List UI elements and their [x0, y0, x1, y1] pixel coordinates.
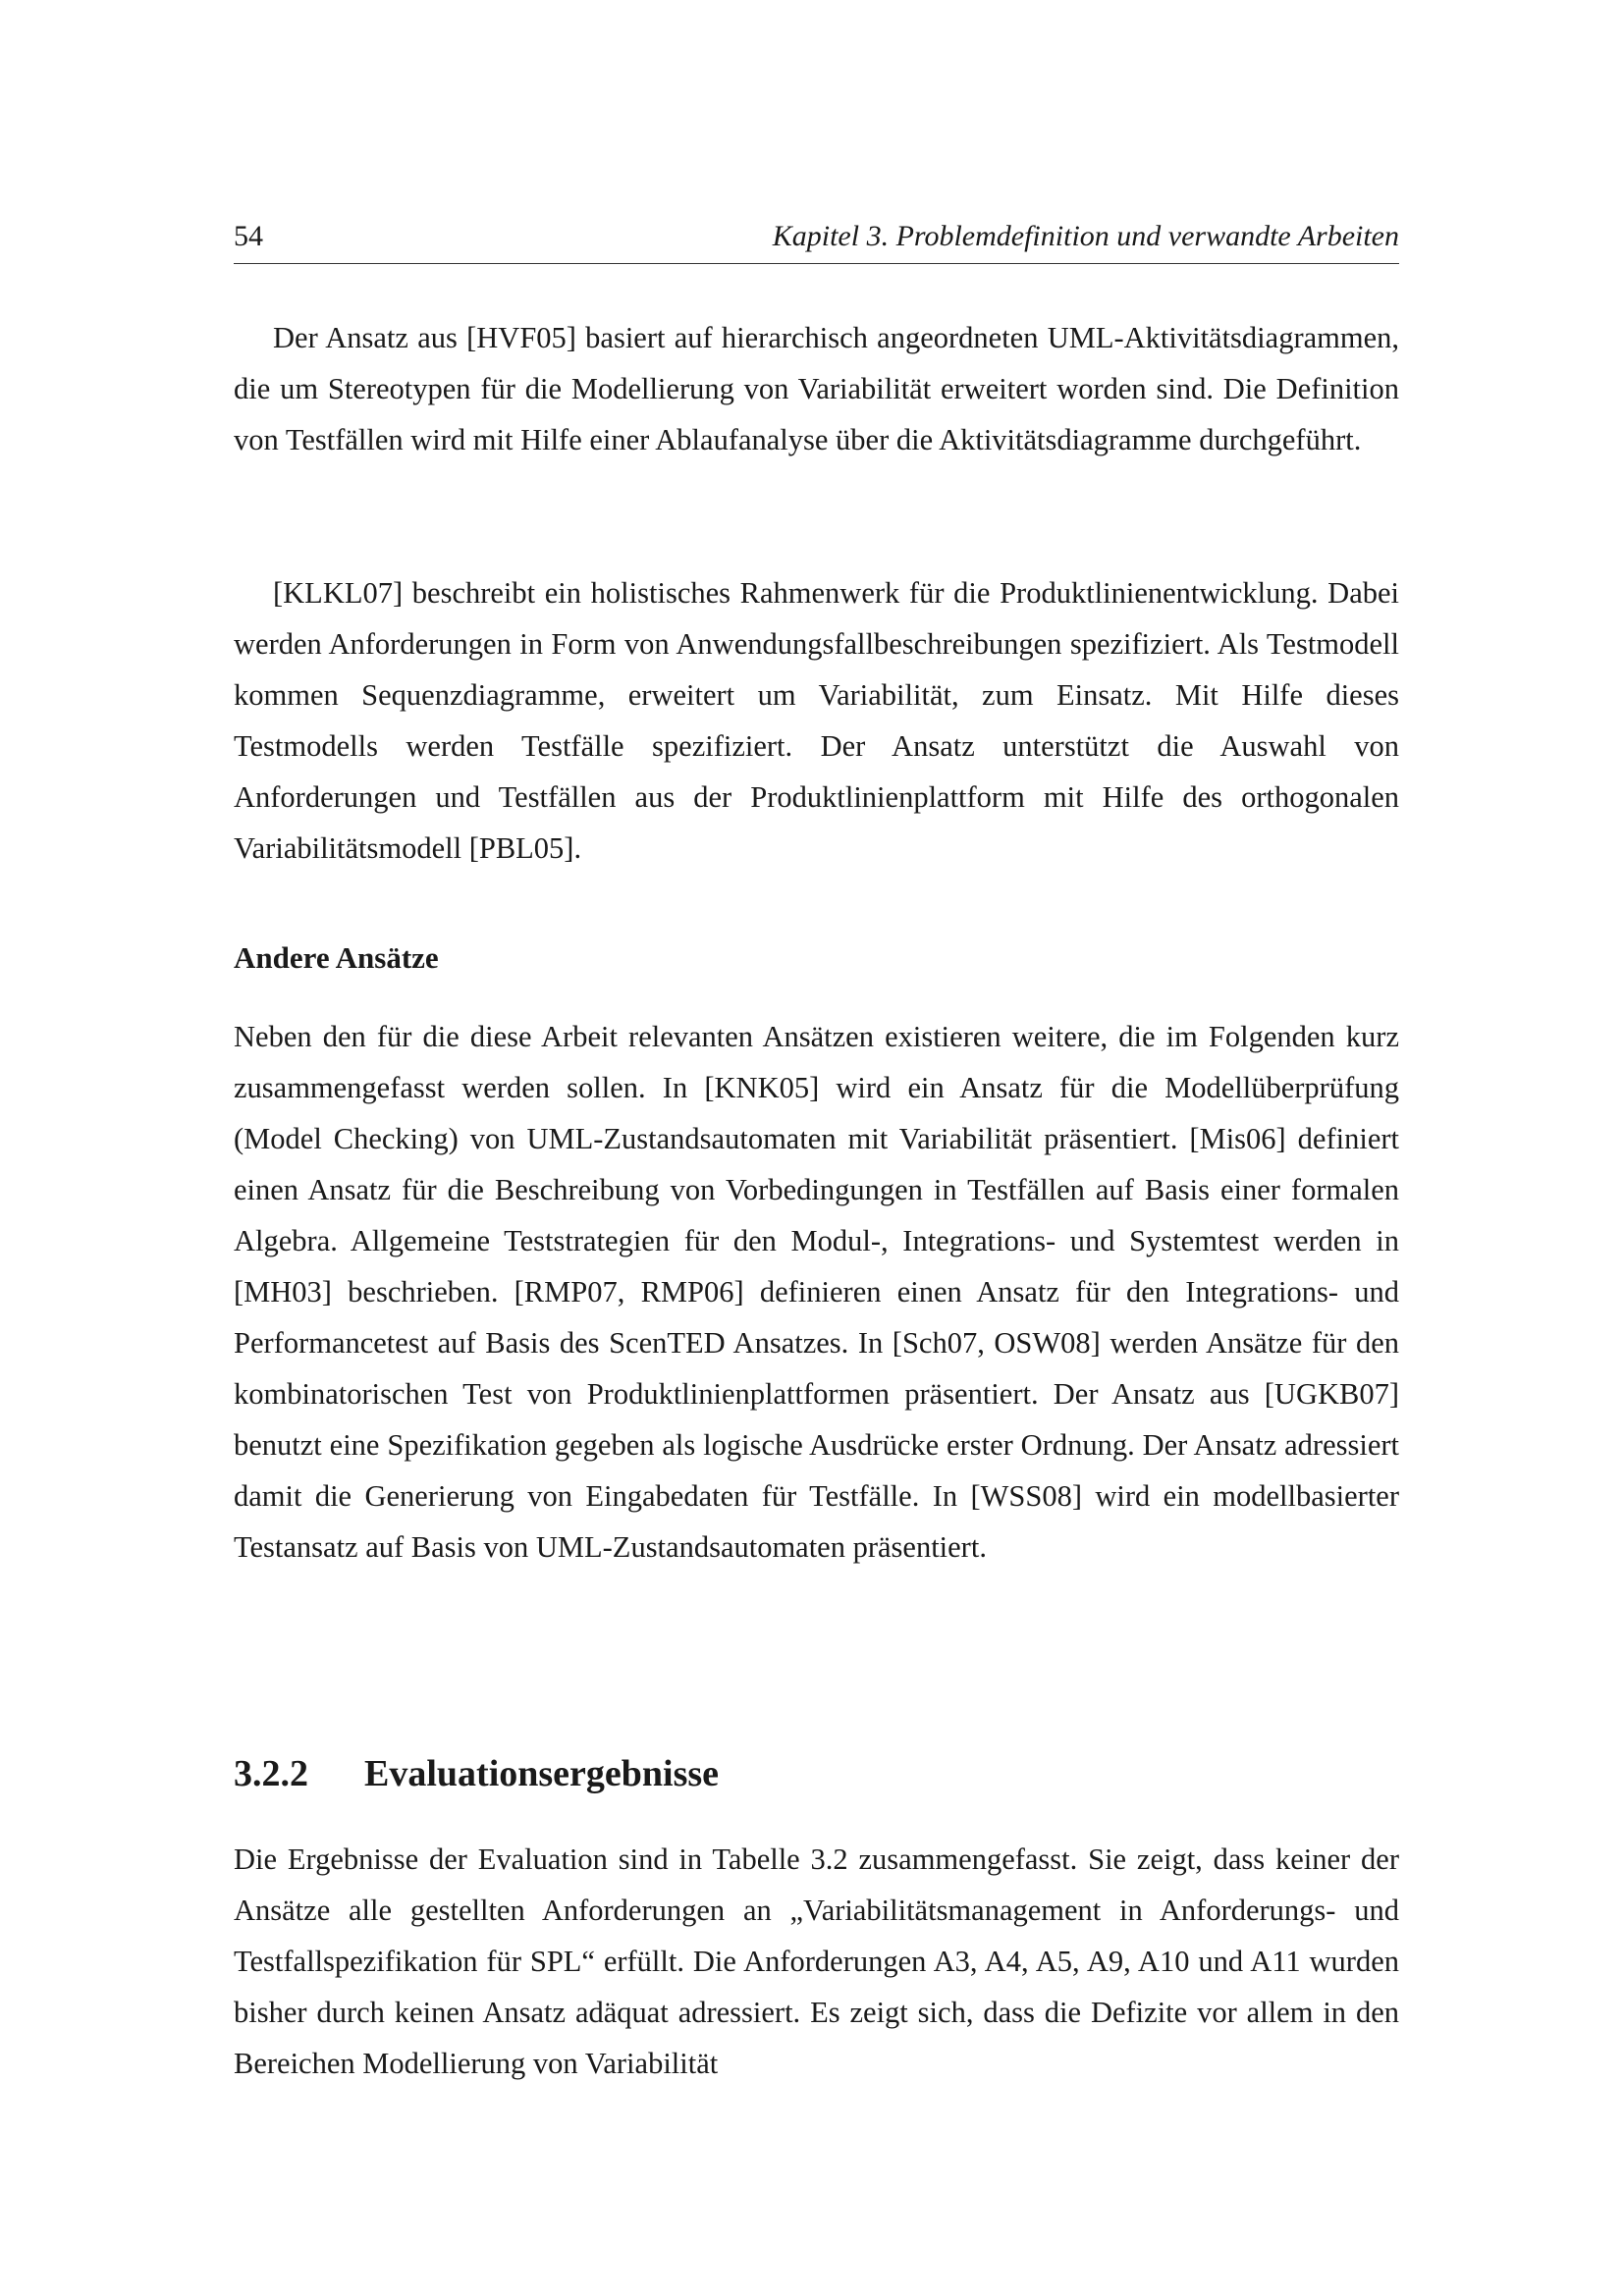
page-number: 54 [234, 220, 263, 252]
section-number: 3.2.2 [234, 1753, 308, 1794]
running-title: Kapitel 3. Problemdefinition und verwandte Arbeiten [772, 220, 1399, 252]
page-header [234, 216, 1399, 264]
section-title: Evaluationsergebnisse [364, 1753, 720, 1794]
subheading-andere-ansaetze: Andere Ansätze [234, 940, 439, 975]
paragraph-klkl07: [KLKL07] beschreibt ein holistisches Rahmenwerk für die Produktlinienentwicklung. Dabei werden Anforderungen in Form von Anwendungsfallbeschreibungen spezifiziert. Als Testmodell kommen Sequenzdiagramme, erweitert um Variabilität, zum Einsatz. Mit Hilfe dieses Testmodells werden Testfälle spezifiziert. Der Ansatz unterstützt die Auswahl von Anforderungen und Testfällen aus der Produktlinienplattform mit Hilfe des orthogonalen Variabilitätsmodell [PBL05]. [234, 576, 1399, 865]
paragraph-hvf05: Der Ansatz aus [HVF05] basiert auf hierarchisch angeordneten UML-Aktivitätsdiagrammen, die um Stereotypen für die Modellierung von Variabilität erweitert worden sind. Die Definition von Testfällen wird mit Hilfe einer Ablaufanalyse über die Aktivitätsdiagramme durchgeführt. [234, 321, 1399, 456]
paragraph-andere-ansaetze: Neben den für die diese Arbeit relevanten Ansätzen existieren weitere, die im Folgenden kurz zusammengefasst werden sollen. In [KNK05] wird ein Ansatz für die Modellüberprüfung (Model Checking) von UML-Zustandsautomaten mit Variabilität präsentiert. [Mis06] definiert einen Ansatz für die Beschreibung von Vorbedingungen in Testfällen auf Basis einer formalen Algebra. Allgemeine Teststrategien für den Modul-, Integrations- und Systemtest werden in [MH03] beschrieben. [RMP07, RMP06] definieren einen Ansatz für den Integrations- und Performancetest auf Basis des ScenTED Ansatzes. In [Sch07, OSW08] werden Ansätze für den kombinatorischen Test von Produktlinienplattformen präsentiert. Der Ansatz aus [UGKB07] benutzt eine Spezifikation gegeben als logische Ausdrücke erster Ordnung. Der Ansatz adressiert damit die Generierung von Eingabedaten für Testfälle. In [WSS08] wird ein modellbasierter Testansatz auf Basis von UML-Zustandsautomaten präsentiert. [234, 1020, 1399, 1564]
paragraph-evaluationsergebnisse: Die Ergebnisse der Evaluation sind in Tabelle 3.2 zusammengefasst. Sie zeigt, dass keiner der Ansätze alle gestellten Anforderungen an „Variabilitätsmanagement in Anforderungs- und Testfallspezifikation für SPL“ erfüllt. Die Anforderungen A3, A4, A5, A9, A10 und A11 wurden bisher durch keinen Ansatz adäquat adressiert. Es zeigt sich, dass die Defizite vor allem in den Bereichen Modellierung von Variabilität [234, 1842, 1399, 2080]
section-heading [234, 1752, 719, 1795]
